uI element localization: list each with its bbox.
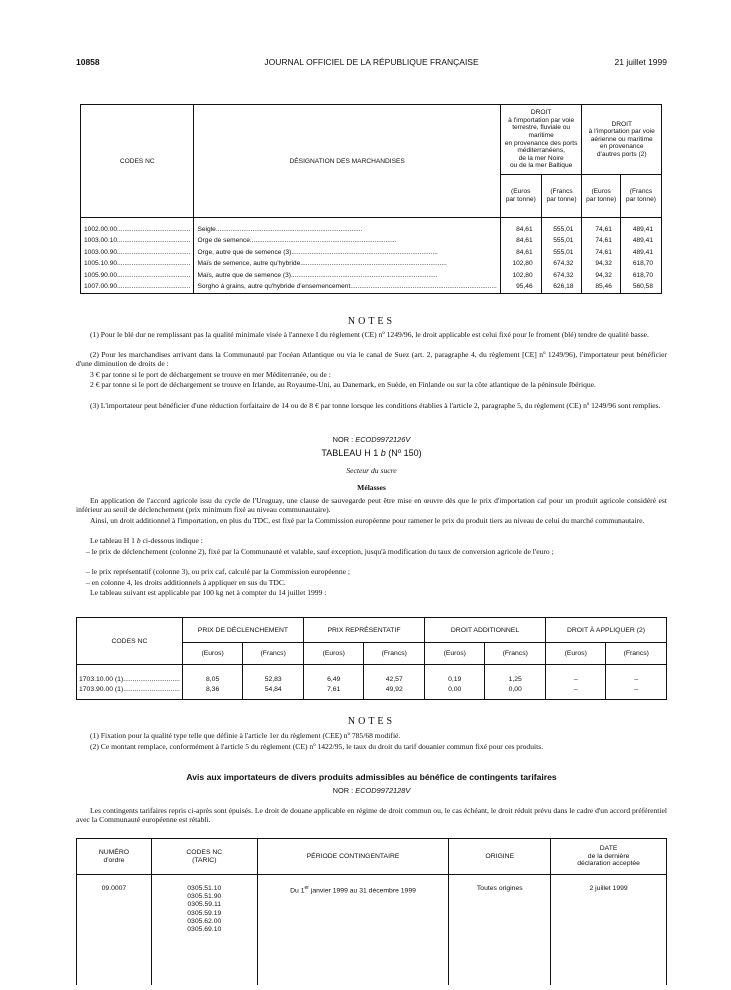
unit-euros: (Euros) [545,643,605,665]
unit-euros: (Euros) [303,643,363,665]
value-cell: 94,32 [582,258,620,270]
table-row [81,224,662,236]
note2-1: (1) Fixation pour la qualité type telle que définie à l'article 1er du règlement (CEE) nº 785/68 modifié. [90,731,401,740]
value-cell: – [545,665,605,686]
value-cell: 674,32 [541,270,582,282]
secteur-title: Secteur du sucre [346,466,397,475]
unit-francs: (Francs par tonne) [541,175,582,218]
value-cell: 102,80 [500,258,541,270]
col-droit-mediterranean: DROIT à l'importation par voie terrestre, fluviale ou maritime en provenance des ports méditerranéens, de la mer Noire ou de la mer Baltique [500,105,582,175]
value-cell: 84,61 [500,224,541,236]
note-2: (2) Pour les marchandises arrivant dans la Communauté par l'océan Atlantique ou via le canal de Suez (art. 2, paragraphe 4, du règlement [CE] nº 1249/96), l'importateur peut bénéficier d'une diminution de droits de : [76,350,667,369]
value-cell: 6,49 [303,665,363,686]
value-cell: 0,00 [425,686,485,700]
list-item-1: – le prix de déclenchement (colonne 2), fixé par la Communauté et valable, sauf exception, jusqu'à modification du taux de conversion agricole de l'euro ; [86,547,554,556]
col-droit-additionnel: DROIT ADDITIONNEL [425,618,546,643]
value-cell: 8,36 [182,686,243,700]
nor-reference-2: NOR : ECOD9972128V [332,786,411,795]
numero-ordre: 09.0007 [77,875,152,985]
col-designation: DÉSIGNATION DES MARCHANDISES [194,105,500,218]
value-cell: 7,61 [303,686,363,700]
unit-euros: (Euros) [182,643,243,665]
value-cell: 74,61 [582,235,620,247]
value-cell: 555,01 [541,224,582,236]
date-derniere: 2 juillet 1999 [551,875,667,985]
col-origine: ORIGINE [449,839,551,875]
value-cell: 560,58 [620,281,661,293]
value-cell: 0,00 [485,686,546,700]
unit-euros: (Euros par tonne) [500,175,541,218]
periode: Du 1er janvier 1999 au 31 décembre 1999 [257,875,449,985]
code-cell: 1703.10.00 (1).............................. [77,665,183,686]
paragraph-4: Le tableau suivant est applicable par 100 kg net à compter du 14 juillet 1999 : [90,588,327,597]
value-cell: 49,92 [364,686,425,700]
notes-title-2: NOTES [347,716,396,727]
col-numero-ordre: NUMÉRO d'ordre [77,839,152,875]
col-droit-appliquer: DROIT À APPLIQUER (2) [545,618,666,643]
unit-euros: (Euros par tonne) [582,175,620,218]
value-cell: 489,41 [620,247,661,259]
list-item-3: – en colonne 4, les droits additionnels à appliquer en sus du TDC. [86,578,286,587]
list-item-2: – le prix représentatif (colonne 3), ou prix caf, calculé par la Commission européenne ; [86,567,350,576]
sugar-duty-table [76,617,667,700]
tableau-title: TABLEAU H 1 b (Nº 150) [321,448,422,458]
col-codes-taric: CODES NC (TARIC) [151,839,257,875]
value-cell: 8,05 [182,665,243,686]
unit-francs: (Francs) [364,643,425,665]
code-cell: 1007.00.90........................................ [81,281,194,293]
col-prix-declenchement: PRIX DE DÉCLENCHEMENT [182,618,303,643]
table-row [77,686,667,700]
code-cell: 1003.00.90........................................ [81,247,194,259]
designation-cell: Maïs de semence, autre qu'hybride................................................................................ [194,258,500,270]
taric-code: 0305.62.00 [187,917,222,925]
col-date-derniere: DATE de la dernière déclaration acceptée [551,839,667,875]
value-cell: 102,80 [500,270,541,282]
note-1: (1) Pour le blé dur ne remplissant pas la qualité minimale visée à l'annexe I du règlement (CE) nº 1249/96, le droit applicable est celui fixé pour le froment (blé) tendre de qualité basse. [90,330,649,339]
code-cell: 1005.10.90........................................ [81,258,194,270]
codes-taric-list [151,875,257,985]
table-row [77,665,667,686]
value-cell: 1,25 [485,665,546,686]
taric-code: 0305.51.90 [187,893,222,901]
value-cell: – [606,665,667,686]
value-cell: 42,57 [364,665,425,686]
value-cell: 52,83 [243,665,304,686]
unit-francs: (Francs par tonne) [620,175,661,218]
value-cell: 94,32 [582,270,620,282]
note-2b: 2 € par tonne si le port de déchargement se trouve en Irlande, au Royaume-Uni, au Danemark, en Suède, en Finlande ou sur la côte atlantique de la péninsule Ibérique. [90,380,596,389]
value-cell: 674,32 [541,258,582,270]
origine: Toutes origines [449,875,551,985]
unit-euros: (Euros) [425,643,485,665]
code-cell: 1005.90.00........................................ [81,270,194,282]
page-header [76,57,667,69]
publication-date: 21 juillet 1999 [614,57,667,67]
designation-cell: Sorgho à grains, autre qu'hybride d'ensemencement................................................................................ [194,281,500,293]
value-cell: 555,01 [541,247,582,259]
value-cell: 0,19 [425,665,485,686]
taric-code: 0305.59.11 [187,901,222,909]
value-cell: 489,41 [620,224,661,236]
designation-cell: Seigle................................................................................ [194,224,500,236]
table-row [81,281,662,293]
paragraph-2: Ainsi, un droit additionnel à l'importation, en plus du TDC, est fixé par la Commission européenne pour ramener le prix du produit tiers au niveau de celui du marché communautaire. [90,516,645,525]
value-cell: – [606,686,667,700]
nor-reference: NOR : ECOD9972126V [332,435,411,444]
code-cell: 1002.00.00........................................ [81,224,194,236]
value-cell: 54,84 [243,686,304,700]
col-droit-other-ports: DROIT à l'importation par voie aérienne ou maritime en provenance d'autres ports (2) [582,105,662,175]
contingents-table [76,838,667,985]
paragraph-1: En application de l'accord agricole issu du cycle de l'Uruguay, une clause de sauvegarde peut être mise en œuvre dès que le prix d'importation caf pour un produit agricole considéré est inférieur au seuil de déclenchement (prix minimum fixé au niveau communautaire). [76,496,667,515]
code-cell: 1003.00.10........................................ [81,235,194,247]
value-cell: 74,61 [582,224,620,236]
col-codes-nc: CODES NC [77,618,183,665]
value-cell: 489,41 [620,235,661,247]
table-row [81,235,662,247]
value-cell: 74,61 [582,247,620,259]
unit-francs: (Francs) [606,643,667,665]
col-codes-nc: CODES NC [81,105,194,218]
note-2a: 3 € par tonne si le port de déchargement se trouve en mer Méditerranée, ou de : [90,370,331,379]
paragraph-3: Le tableau H 1 b ci-dessous indique : [90,536,203,545]
unit-francs: (Francs) [485,643,546,665]
table-row [81,247,662,259]
value-cell: 618,70 [620,258,661,270]
designation-cell: Orge de semence................................................................................ [194,235,500,247]
notes-title: NOTES [347,316,396,327]
value-cell: 84,61 [500,247,541,259]
melasses-title: Mélasses [357,483,386,492]
code-cell: 1703.90.00 (1).............................. [77,686,183,700]
value-cell: 95,46 [500,281,541,293]
table-row [81,270,662,282]
value-cell: 555,01 [541,235,582,247]
journal-title: JOURNAL OFFICIEL DE LA RÉPUBLIQUE FRANÇAISE [264,57,479,67]
value-cell: 626,18 [541,281,582,293]
value-cell: – [545,686,605,700]
col-prix-representatif: PRIX REPRÉSENTATIF [303,618,424,643]
avis-paragraph: Les contingents tarifaires repris ci-après sont épuisés. Le droit de douane applicable en régime de droit commun ou, le cas échéant, le droit réduit prévu dans le cadre d'un accord préférentiel avec la Communauté européenne est rétabli. [76,806,667,825]
designation-cell: Orge, autre que de semence (3)................................................................................ [194,247,500,259]
page-number: 10858 [76,57,100,67]
table-row [81,258,662,270]
col-periode: PÉRIODE CONTINGENTAIRE [257,839,449,875]
note-3: (3) L'importateur peut bénéficier d'une réduction forfaitaire de 14 ou de 8 € par tonne lorsque les conditions établies à l'article 2, paragraphe 5, du règlement (CE) nº 1249/96 sont remplies. [90,401,661,410]
designation-cell: Maïs, autre que de semence (3)................................................................................ [194,270,500,282]
taric-code: 0305.59.19 [187,909,222,917]
unit-francs: (Francs) [243,643,304,665]
value-cell: 84,61 [500,235,541,247]
taric-code: 0305.69.10 [187,926,222,934]
avis-title: Avis aux importateurs de divers produits admissibles au bénéfice de contingents tarifaires [186,772,557,782]
value-cell: 85,46 [582,281,620,293]
value-cell: 618,70 [620,270,661,282]
import-duty-table [80,104,662,294]
taric-code: 0305.51.10 [187,885,222,892]
note2-2: (2) Ce montant remplace, conformément à l'article 5 du règlement (CE) nº 1422/95, le taux du droit du tarif douanier commun fixé pour ces produits. [90,742,544,751]
